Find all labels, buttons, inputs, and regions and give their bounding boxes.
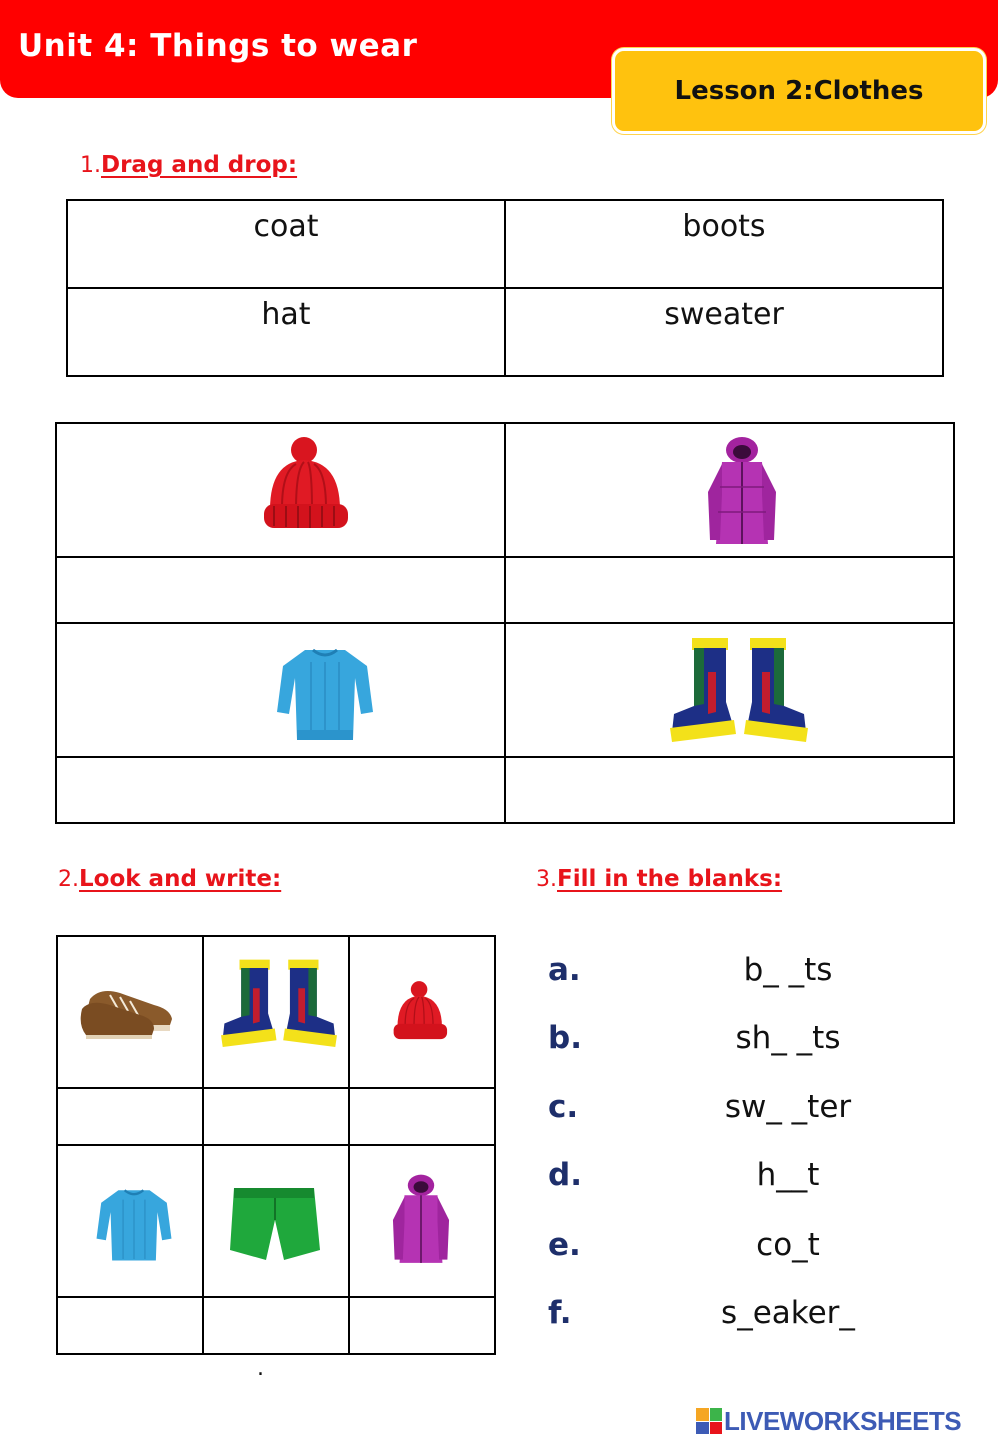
stray-dot: . [257,1356,264,1381]
fill-item-a [548,952,968,1002]
fill-item-word[interactable]: sw_ _ter [724,1089,852,1125]
fill-item-word[interactable]: b_ _ts [743,952,833,988]
section-1-title: Drag and drop: [101,152,298,178]
word-tile-hat[interactable]: hat [67,288,505,376]
logo-text: LIVEWORKSHEETS [724,1405,962,1436]
fill-item-word[interactable]: s_eaker_ [721,1295,855,1331]
drop-picture-cell-3 [56,623,505,757]
look-picture-cell-6 [349,1145,495,1297]
boots-image [216,949,342,1061]
section-3-title: Fill in the blanks: [557,866,783,892]
shorts-image [228,1184,322,1268]
section-1-number: 1. [80,153,101,178]
drop-picture-cell-1 [56,423,505,557]
liveworksheets-logo[interactable] [696,1404,961,1438]
unit-title: Unit 4: Things to wear [18,28,418,64]
write-box-3[interactable] [349,1088,495,1145]
drop-picture-cell-2 [505,423,954,557]
write-box-4[interactable] [57,1297,203,1354]
sneakers-image [80,979,180,1039]
fill-item-word[interactable]: co_t [756,1227,820,1263]
look-picture-cell-5 [203,1145,349,1297]
hat-image [386,977,456,1049]
write-box-1[interactable] [57,1088,203,1145]
word-tile-sweater[interactable]: sweater [505,288,943,376]
look-picture-cell-1 [57,936,203,1088]
coat-image [388,1170,454,1270]
fill-item-letter: d. [548,1157,582,1193]
write-box-6[interactable] [349,1297,495,1354]
drop-zone-2[interactable] [505,557,954,623]
fill-item-d [548,1157,968,1207]
fill-item-letter: c. [548,1089,579,1125]
drop-zone-1[interactable] [56,557,505,623]
fill-item-b [548,1020,968,1070]
look-picture-cell-3 [349,936,495,1088]
fill-item-letter: a. [548,952,581,988]
write-box-5[interactable] [203,1297,349,1354]
drop-table [55,422,955,824]
fill-item-word[interactable]: sh_ _ts [735,1020,841,1056]
look-picture-cell-4 [57,1145,203,1297]
section-3-heading [536,866,782,892]
boots-image [664,632,814,752]
write-box-2[interactable] [203,1088,349,1145]
section-2-title: Look and write: [79,866,282,892]
drop-zone-3[interactable] [56,757,505,823]
logo-mark-icon [696,1408,722,1434]
section-3-number: 3. [536,867,557,892]
coat-image [702,432,782,552]
hat-image [252,432,362,542]
fill-item-letter: f. [548,1295,572,1331]
word-bank-table [66,199,944,377]
drop-zone-4[interactable] [505,757,954,823]
look-and-write-table [56,935,496,1355]
section-2-number: 2. [58,867,79,892]
sweater-image [94,1184,174,1266]
fill-item-c [548,1089,968,1139]
lesson-title: Lesson 2:Clothes [674,76,924,106]
fill-item-f [548,1295,968,1345]
fill-item-e [548,1227,968,1277]
look-picture-cell-2 [203,936,349,1088]
section-1-heading [80,152,297,178]
fill-item-letter: b. [548,1020,582,1056]
section-2-heading [58,866,281,892]
fill-item-word[interactable]: h__t [756,1157,820,1193]
sweater-image [275,642,375,747]
word-tile-coat[interactable]: coat [67,200,505,288]
lesson-badge [612,48,986,134]
drop-picture-cell-4 [505,623,954,757]
fill-item-letter: e. [548,1227,581,1263]
word-tile-boots[interactable]: boots [505,200,943,288]
